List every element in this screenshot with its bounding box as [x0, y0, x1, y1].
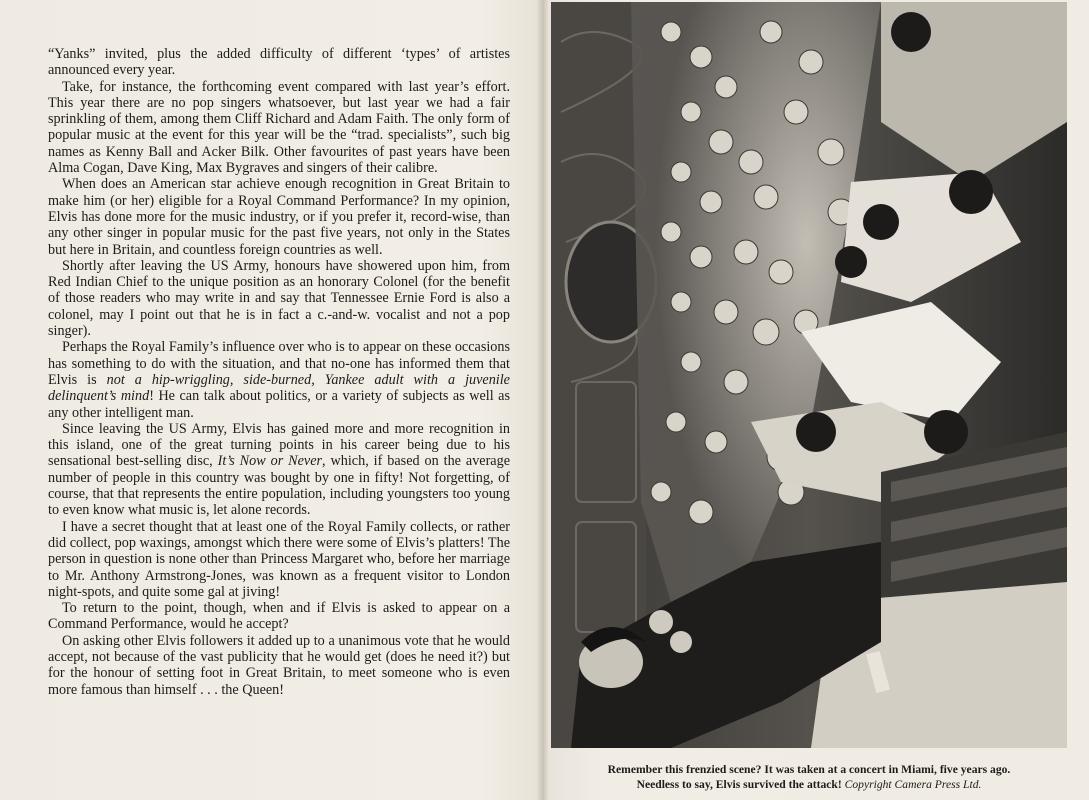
caption-line-2 — [551, 777, 1067, 792]
paragraph — [48, 79, 510, 177]
text-run: “Yanks” invited, plus the added difficulty of different ‘types’ of artistes announced every year. — [48, 46, 510, 79]
text-run: , which, if based on the average number of people in this country was bought by one in fifty! Not forgetting, of course, that that represents the entire population, including youngsters too young to even know what music is, let alone records. — [48, 453, 510, 519]
paragraph — [48, 46, 510, 79]
text-run: Perhaps the Royal Family’s influence over who is to appear on these occasions has something to do with the situation, and that no-one has informed them that Elvis is — [48, 339, 510, 388]
text-run: When does an American star achieve enough recognition in Great Britain to make him (or her) eligible for a Royal Command Performance? In my opinion, Elvis has done more for the music industry, or if you prefer it, record-wise, than any other singer in popular music for the past five years, not only in the States but here in Britain, and countless foreign countries as well. — [48, 176, 510, 258]
text-run: ! He can talk about politics, or a variety of subjects as well as any other intelligent man. — [48, 388, 510, 421]
text-run: I have a secret thought that at least one of the Royal Family collects, or rather did collect, pop waxings, amongst which there were some of Elvis’s platters! The person in question is none other than Princess Margaret who, before her marriage to Mr. Anthony Armstrong-Jones, was known as a frequent visitor to London night-spots, and quite some gal at jiving! — [48, 518, 510, 600]
photo-credit: Copyright Camera Press Ltd. — [844, 778, 982, 791]
paragraph — [48, 258, 510, 339]
text-run: Since leaving the US Army, Elvis has gained more and more recognition in this island, one of the great turning points in his career being due to his sensational best-selling disc, — [48, 420, 510, 470]
text-run: On asking other Elvis followers it added up to a unanimous vote that he would accept, not because of the vast publicity that he would get (does he need it?) but for the honour of setting foot in Great Britain, to meet someone who is even more famous than himself . . . the Queen! — [48, 632, 510, 698]
text-run: Take, for instance, the forthcoming event compared with last year’s effort. This year there are no pop singers whatsoever, but last year we had a fair sprinkling of them, among them Cliff Richard and Adam Faith. The only form of popular music at the event for this year will be the “trad. specialists”, such big names as Kenny Ball and Acker Bilk. Other favourites of past years have been Alma Cogan, Dave King, Max Bygraves and singers of their calibre. — [48, 78, 510, 177]
paragraph — [48, 339, 510, 420]
text-run: To return to the point, though, when and if Elvis is asked to appear on a Command Performance, would he accept? — [48, 600, 510, 633]
article-text — [48, 46, 510, 698]
paragraph — [48, 600, 510, 633]
left-page — [0, 0, 544, 800]
italic-run: not a hip-wriggling, side-burned, Yankee adult with a juvenile delinquent’s mind — [48, 371, 510, 405]
caption-line-1: Remember this frenzied scene? It was taken at a concert in Miami, five years ago. — [607, 763, 1011, 776]
paragraph — [48, 519, 510, 600]
paragraph — [48, 421, 510, 519]
photo-caption — [551, 762, 1067, 792]
text-run: Shortly after leaving the US Army, honours have showered upon him, from Red Indian Chief to the unique position as an honorary Colonel (for the benefit of those readers who may write in and say that Tennessee Ernie Ford is also a colonel, may I point out that he is in fact a c.-and-w. vocalist and not a pop singer). — [48, 257, 510, 340]
right-page — [548, 0, 1089, 800]
paragraph — [48, 176, 510, 257]
concert-photo — [551, 2, 1067, 748]
crowd-photo-illustration — [551, 2, 1067, 748]
paragraph — [48, 633, 510, 698]
caption-line-2-text: Needless to say, Elvis survived the attack! — [636, 778, 842, 791]
italic-run: It’s Now or Never — [217, 453, 323, 470]
